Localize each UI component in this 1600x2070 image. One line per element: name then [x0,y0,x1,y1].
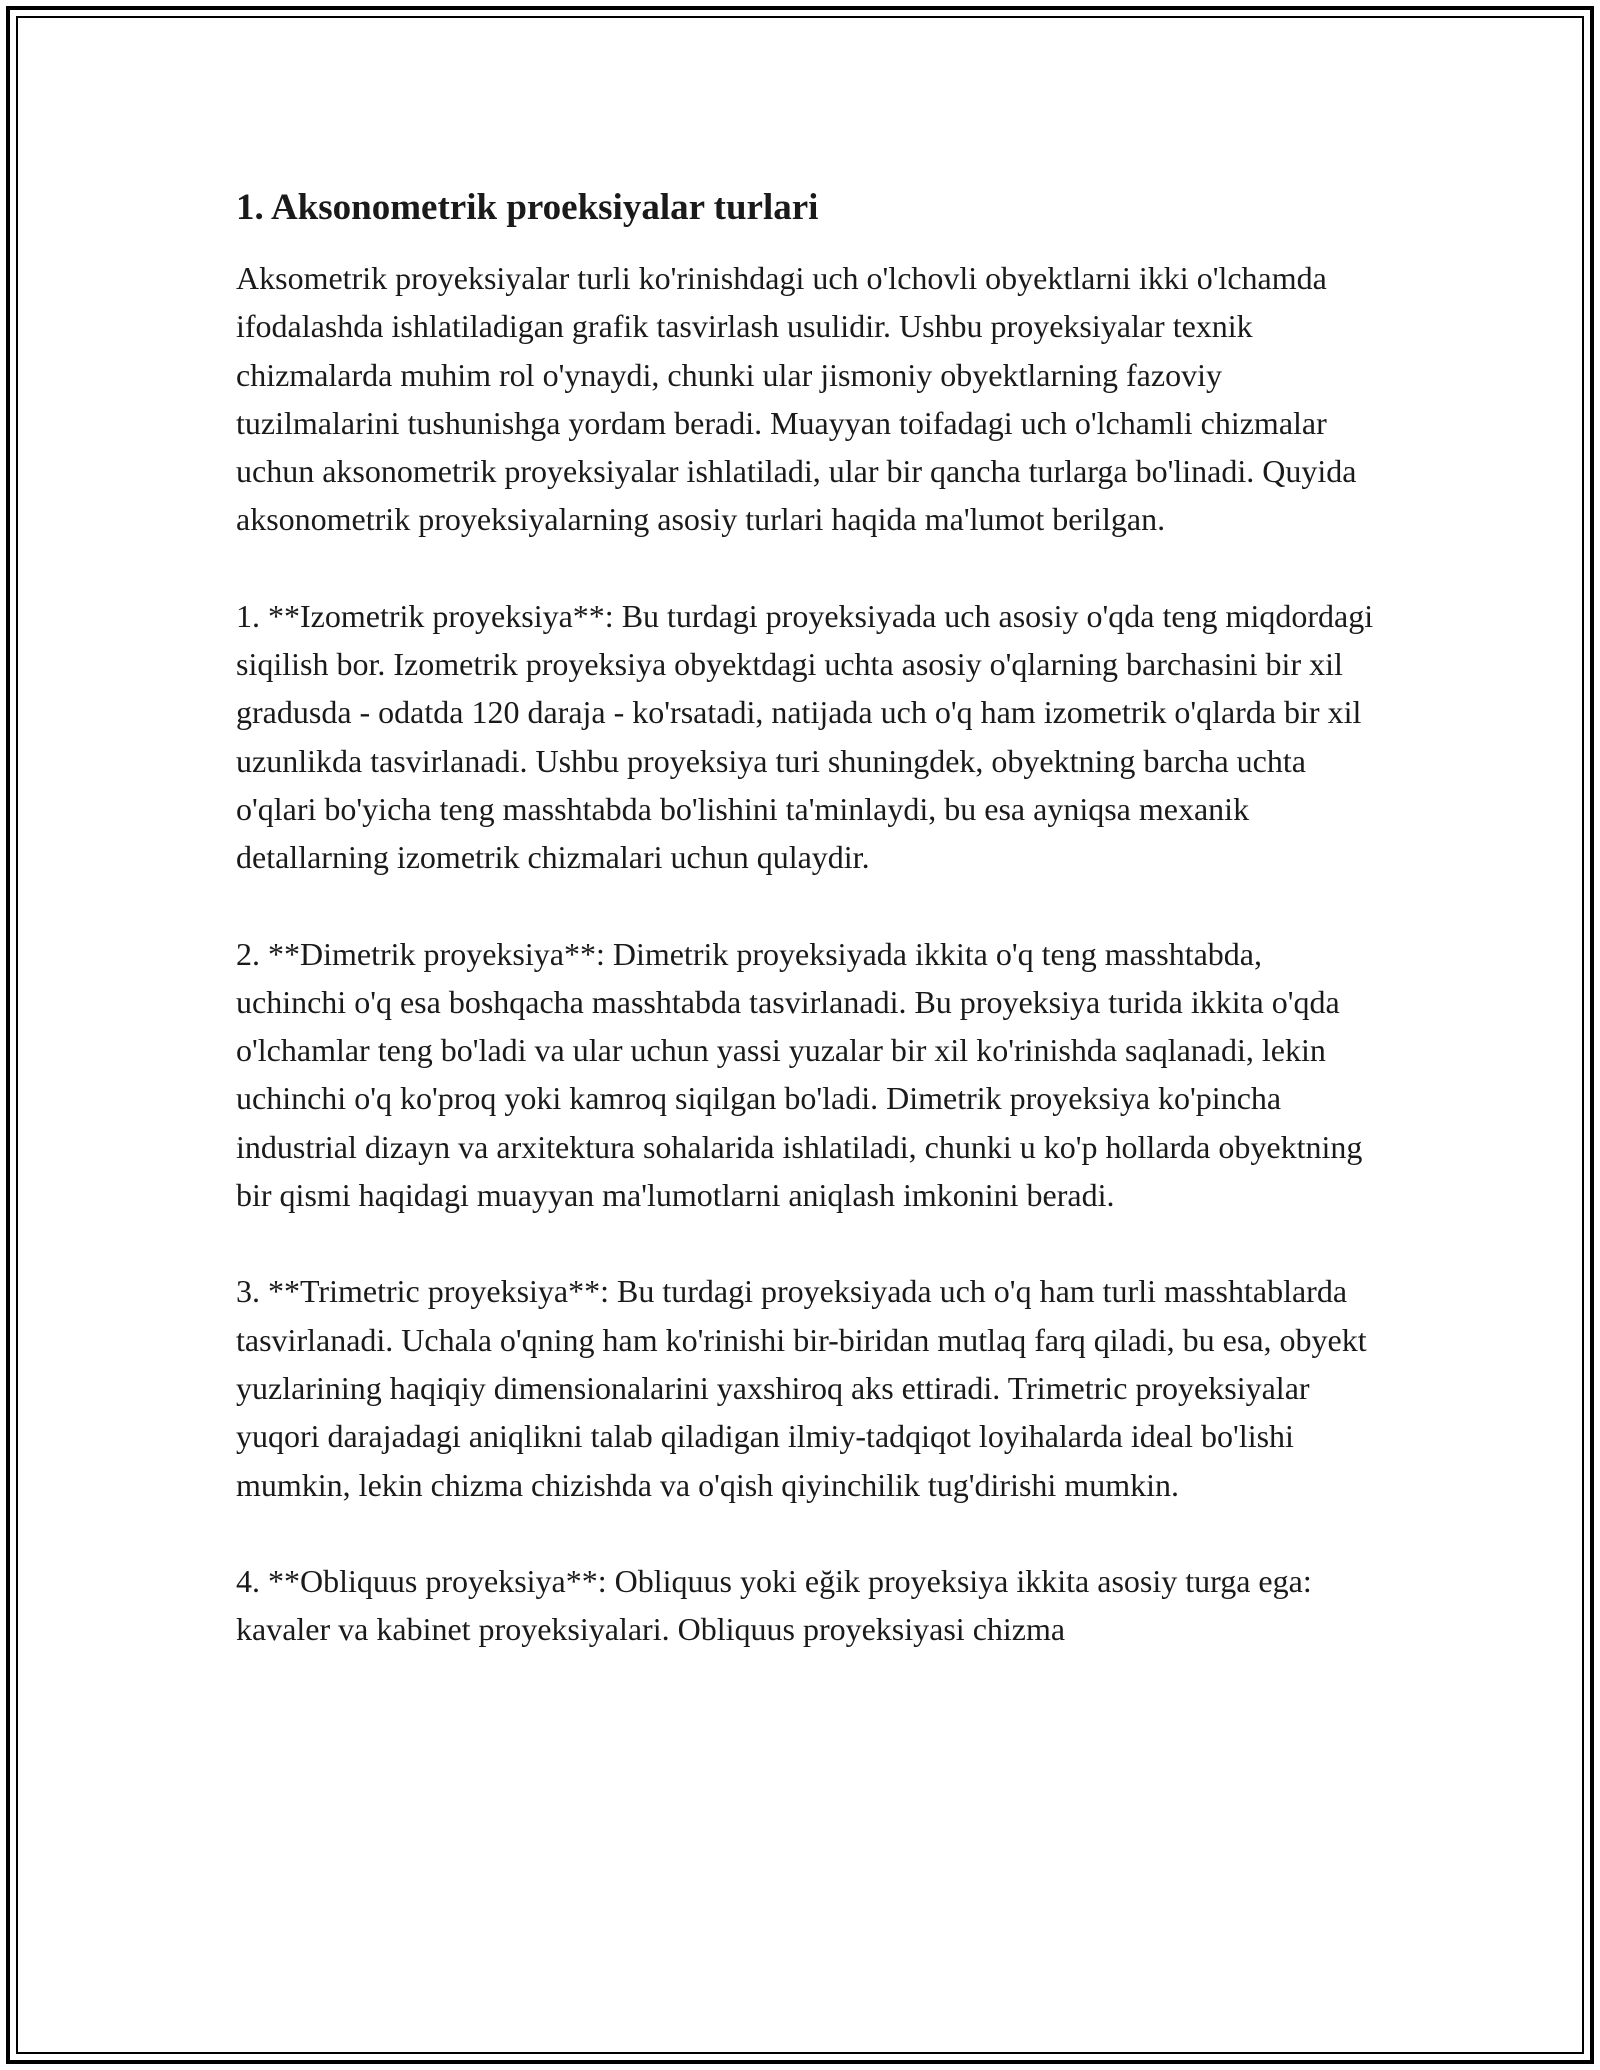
document-title: 1. Aksonometrik proeksiyalar turlari [236,187,819,228]
paragraph-izometrik: 1. **Izometrik proyeksiya**: Bu turdagi proyeksiyada uch asosiy o'qda teng miqdordagi siqilish bor. Izometrik proyeksiya obyektdagi uchta asosiy o'qlarning barchasini bir xil gradusda - odatda 120 daraja - ko'rsatadi, natijada uch o'q ham izometrik o'qlarda bir xil uzunlikda tasvirlanadi. Ushbu proyeksiya turi shuningdek, obyektning barcha uchta o'qlari bo'yicha teng masshtabda bo'lishini ta'minlaydi, bu esa ayniqsa mexanik detallarning izometrik chizmalari uchun qulaydir. [236,597,1374,876]
paragraph-trimetric: 3. **Trimetric proyeksiya**: Bu turdagi proyeksiyada uch o'q ham turli masshtablarda tasvirlanadi. Uchala o'qning ham ko'rinishi bir-biridan mutlaq farq qiladi, bu esa, obyekt yuzlarining haqiqiy dimensionalarini yaxshiroq aks ettiradi. Trimetric proyeksiyalar yuqori darajadagi aniqlikni talab qiladigan ilmiy-tadqiqot loyihalarda ideal bo'lishi mumkin, lekin chizma chizishda va o'qish qiyinchilik tug'dirishi mumkin. [236,1273,1367,1503]
paragraph-intro: Aksometrik proyeksiyalar turli ko'rinishdagi uch o'lchovli obyektlarni ikki o'lchamda ifodalashda ishlatiladigan grafik tasvirlash usulidir. Ushbu proyeksiyalar texnik chizmalarda muhim rol o'ynaydi, chunki ular jismoniy obyektlarning fazoviy tuzilmalarini tushunishga yordam beradi. Muayyan toifadagi uch o'lchamli chizmalar uchun aksonometrik proyeksiyalar ishlatiladi, ular bir qancha turlarga bo'linadi. Quyida aksonometrik proyeksiyalarning asosiy turlari haqida ma'lumot berilgan. [236,260,1357,538]
document-body [236,184,1376,1701]
paragraph-dimetrik: 2. **Dimetrik proyeksiya**: Dimetrik proyeksiyada ikkita o'q teng masshtabda, uchinchi o'q esa boshqacha masshtabda tasvirlanadi. Bu proyeksiya turida ikkita o'qda o'lchamlar teng bo'ladi va ular uchun yassi yuzalar bir xil ko'rinishda saqlanadi, lekin uchinchi o'q ko'proq yoki kamroq siqilgan bo'ladi. Dimetrik proyeksiya ko'pincha industrial dizayn va arxitektura sohalarida ishlatiladi, chunki u ko'p hollarda obyektning bir qismi haqidagi muayyan ma'lumotlarni aniqlash imkonini beradi. [236,935,1363,1214]
paragraph-obliquus: 4. **Obliquus proyeksiya**: Obliquus yoki eğik proyeksiya ikkita asosiy turga ega: kavaler va kabinet proyeksiyalari. Obliquus proyeksiyasi chizma [236,1562,1312,1648]
